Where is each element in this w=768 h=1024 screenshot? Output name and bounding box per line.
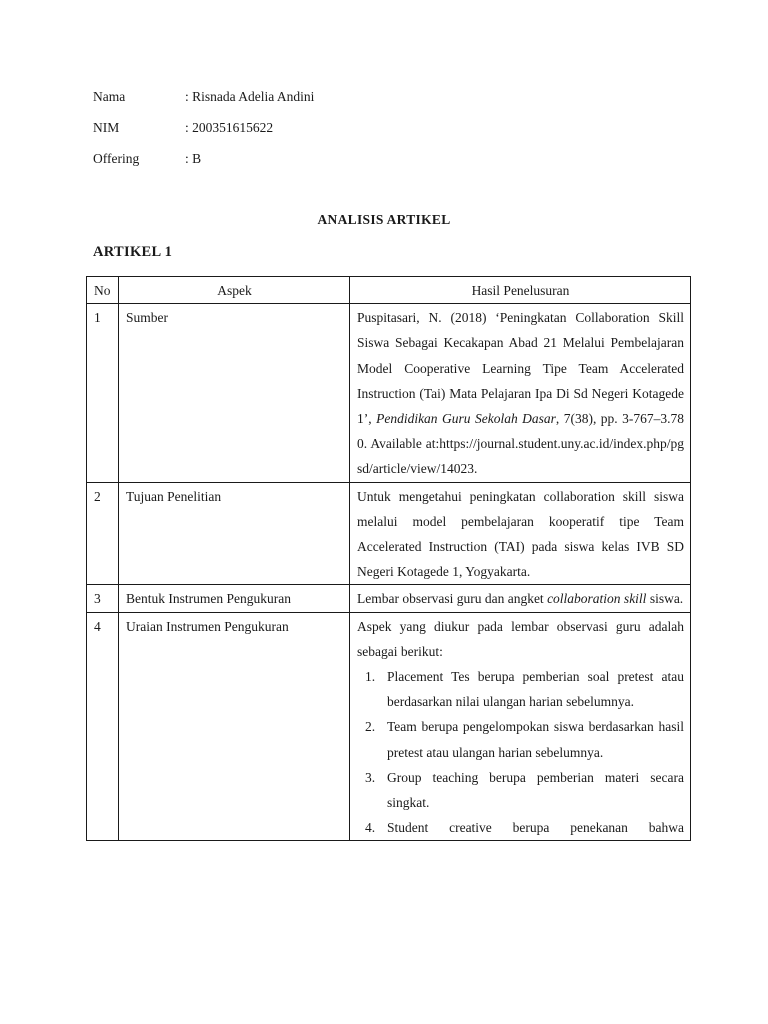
- instrument-intro: Aspek yang diukur pada lembar observasi guru adalah sebagai berikut:: [357, 618, 684, 659]
- list-text: Team berupa pengelompokan siswa berdasarkan hasil pretest atau ulangan harian sebelumnya.: [387, 719, 684, 760]
- list-item: [357, 815, 684, 840]
- document-title: ANALISIS ARTIKEL: [317, 212, 451, 227]
- info-value: : 200351615622: [185, 120, 274, 135]
- info-value: : B: [185, 151, 202, 166]
- row-aspek: Uraian Instrumen Pengukuran: [119, 612, 350, 841]
- article-heading: ARTIKEL 1: [93, 244, 173, 260]
- row-hasil: Untuk mengetahui peningkatan collaboration skill siswa melalui model pembelajaran kooperatif tipe Team Accelerated Instruction (TAI) pada siswa kelas IVB SD Negeri Kotagede 1, Yogyakarta.: [350, 482, 691, 585]
- list-number: 3.: [365, 769, 376, 785]
- analysis-table: [86, 276, 691, 841]
- info-label: NIM: [93, 120, 120, 135]
- row-hasil: [350, 612, 691, 841]
- row-hasil: [350, 304, 691, 482]
- row-aspek: Bentuk Instrumen Pengukuran: [119, 585, 350, 612]
- row-aspek: Sumber: [119, 304, 350, 482]
- list-text: Placement Tes berupa pemberian soal pretest atau berdasarkan nilai ulangan harian sebelumnya.: [387, 669, 684, 710]
- instrument-text-end: siswa.: [646, 591, 684, 607]
- info-label: Offering: [93, 151, 140, 166]
- list-item: [357, 714, 684, 764]
- row-aspek: Tujuan Penelitian: [119, 482, 350, 585]
- row-no: 3: [87, 585, 119, 612]
- citation-details: , 7(38), pp. 3-767–3.780. Available at:https://journal.student.uny.ac.id/index.php/pgsd/article/view/14023.: [357, 411, 684, 477]
- row-hasil: [350, 585, 691, 612]
- instrument-text: Lembar observasi guru dan angket: [357, 591, 548, 607]
- instrument-list: [357, 664, 684, 840]
- list-number: 2.: [365, 719, 376, 735]
- table-row: [87, 304, 691, 482]
- info-value: : Risnada Adelia Andini: [185, 89, 315, 104]
- instrument-italic: collaboration skill: [547, 591, 647, 607]
- header-aspek: Aspek: [119, 277, 350, 304]
- info-label: Nama: [93, 89, 126, 104]
- header-no: No: [87, 277, 119, 304]
- citation-text: Puspitasari, N. (2018) ‘Peningkatan Collaboration Skill Siswa Sebagai Kecakapan Abad 21 Melalui Pembelajaran Model Cooperative Learning Tipe Team Accelerated Instruction (Tai) Mata Pelajaran Ipa Di Sd Negeri Kotagede 1’,: [357, 310, 684, 427]
- row-no: 1: [87, 304, 119, 482]
- row-no: 2: [87, 482, 119, 585]
- list-number: 4.: [365, 820, 376, 836]
- list-text: Student creative berupa penekanan bahwa: [387, 820, 684, 836]
- header-hasil: Hasil Penelusuran: [350, 277, 691, 304]
- table-row: [87, 482, 691, 585]
- row-no: 4: [87, 612, 119, 841]
- list-text: Group teaching berupa pemberian materi secara singkat.: [387, 769, 684, 811]
- table-row: [87, 585, 691, 612]
- list-item: [357, 765, 684, 815]
- list-number: 1.: [365, 669, 376, 685]
- table-header-row: [87, 277, 691, 304]
- journal-name: Pendidikan Guru Sekolah Dasar: [376, 411, 556, 427]
- list-item: [357, 664, 684, 714]
- table-row: [87, 612, 691, 841]
